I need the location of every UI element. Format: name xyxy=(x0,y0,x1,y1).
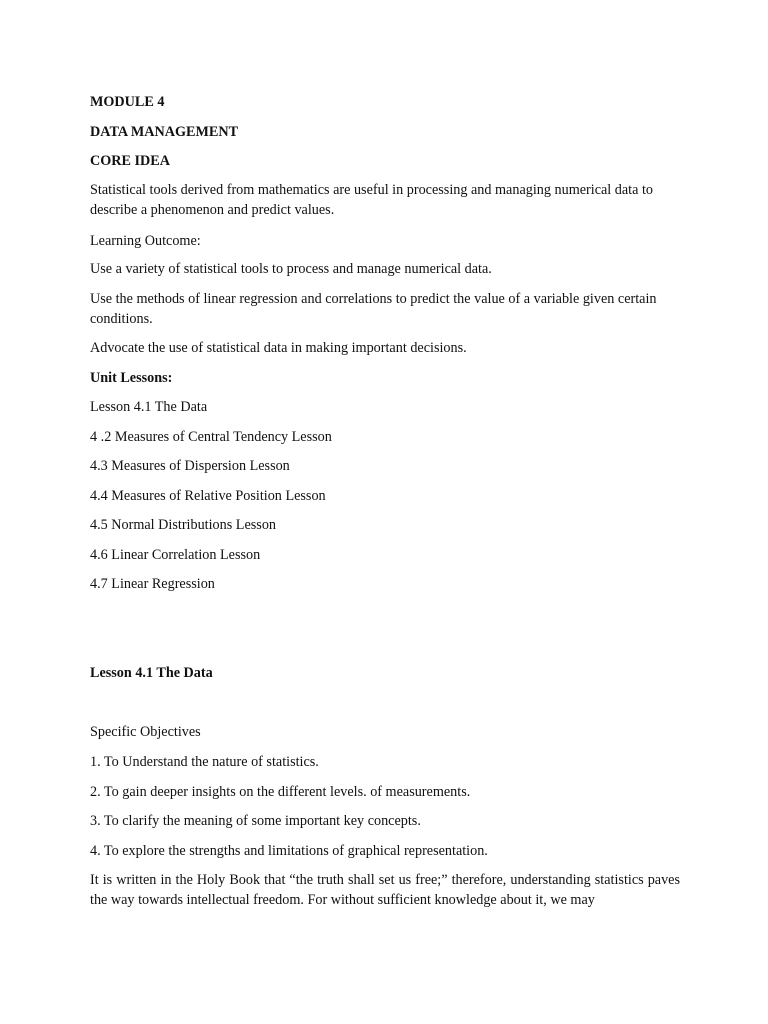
objectives-heading: Specific Objectives xyxy=(90,724,201,740)
unit-lesson-item: 4.7 Linear Regression xyxy=(90,576,215,592)
objective-item: 1. To Understand the nature of statistics. xyxy=(90,754,319,770)
objective-item: 2. To gain deeper insights on the different levels. of measurements. xyxy=(90,784,471,800)
core-idea-text: Statistical tools derived from mathematics are useful in processing and managing numerical data to describe a phenomenon and predict values. xyxy=(90,182,653,218)
module-title: DATA MANAGEMENT xyxy=(90,124,239,140)
unit-lesson-item: Lesson 4.1 The Data xyxy=(90,399,208,415)
unit-lesson-item: 4 .2 Measures of Central Tendency Lesson xyxy=(90,429,332,445)
lesson-heading: Lesson 4.1 The Data xyxy=(90,665,213,681)
learning-outcome-heading: Learning Outcome: xyxy=(90,233,201,249)
learning-outcome-item: Advocate the use of statistical data in making important decisions. xyxy=(90,340,467,356)
unit-lessons-heading: Unit Lessons: xyxy=(90,370,173,386)
lesson-intro-paragraph: It is written in the Holy Book that “the truth shall set us free;” therefore, understanding statistics paves the way towards intellectual freedom. For without sufficient knowledge about it, we may xyxy=(90,872,680,908)
unit-lesson-item: 4.5 Normal Distributions Lesson xyxy=(90,517,277,533)
learning-outcome-item: Use a variety of statistical tools to process and manage numerical data. xyxy=(90,261,492,277)
objective-item: 4. To explore the strengths and limitations of graphical representation. xyxy=(90,843,488,859)
objective-item: 3. To clarify the meaning of some important key concepts. xyxy=(90,813,421,829)
unit-lesson-item: 4.3 Measures of Dispersion Lesson xyxy=(90,458,290,474)
unit-lesson-item: 4.6 Linear Correlation Lesson xyxy=(90,547,261,563)
module-label: MODULE 4 xyxy=(90,94,165,110)
unit-lesson-item: 4.4 Measures of Relative Position Lesson xyxy=(90,488,326,504)
learning-outcome-item: Use the methods of linear regression and correlations to predict the value of a variable given certain conditions. xyxy=(90,291,657,327)
core-idea-heading: CORE IDEA xyxy=(90,153,171,169)
